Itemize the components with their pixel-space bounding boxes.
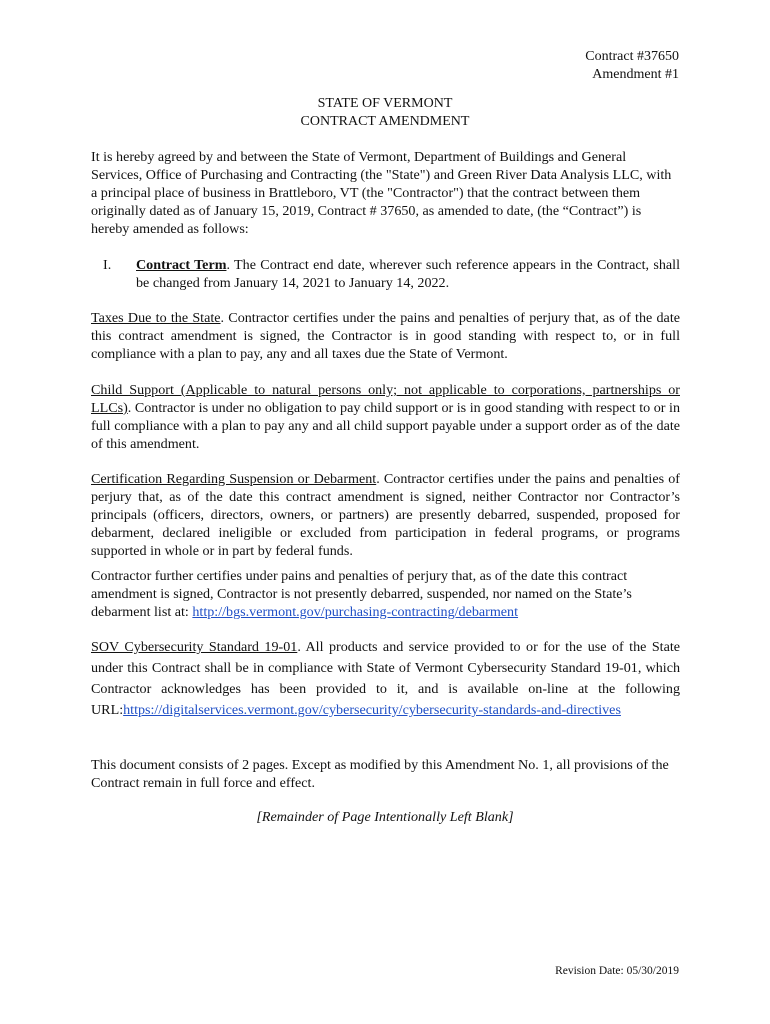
contract-number: Contract #37650 [585,49,679,64]
contract-term-body: . The Contract end date, wherever such reference appears in the Contract, shall be changed from January 14, 2021 to January 14, 2022. [136,257,680,291]
child-support-paragraph [91,381,680,453]
contract-header [585,48,679,84]
cybersecurity-paragraph [91,637,680,721]
cybersecurity-standards-link[interactable]: https://digitalservices.vermont.gov/cybersecurity/cybersecurity-standards-and-directives [123,702,621,718]
intro-paragraph: It is hereby agreed by and between the State of Vermont, Department of Buildings and General Services, Office of Purchasing and Contracting (the "State") and Green River Data Analysis LLC, with a principal place of business in Brattleboro, VT (the "Contractor") that the contract between them originally dated as of January 15, 2019, Contract # 37650, as amended to date, (the “Contract”) is hereby amended as follows: [91,149,672,237]
further-certification-paragraph [91,567,680,621]
title-line-1: STATE OF VERMONT [317,96,453,111]
revision-date: Revision Date: 05/30/2019 [555,965,679,977]
taxes-body: . Contractor certifies under the pains and penalties of perjury that, as of the date this contract amendment is signed, the Contractor is in good standing with respect to, or in full compliance with a plan to pay, any and all taxes due the State of Vermont. [91,310,680,362]
item-numeral: I. [103,257,112,273]
item-contract-term [91,256,680,292]
certification-heading: Certification Regarding Suspension or Debarment [91,471,377,487]
document-title [0,95,770,131]
further-body: Contractor further certifies under pains and penalties of perjury that, as of the date this contract amendment is signed, Contractor is not presently debarred, suspended, nor named on the State’s debarment list at: [91,568,632,620]
item-text [136,256,680,292]
child-support-body: . Contractor is under no obligation to pay child support or is in good standing with respect to or in full compliance with a plan to pay any and all child support payable under a support order as of the date of this amendment. [91,400,680,452]
taxes-paragraph [91,309,680,363]
cybersecurity-heading: SOV Cybersecurity Standard 19-01 [91,639,298,655]
cybersecurity-body: . All products and service provided to or for the use of the State under this Contract shall be in compliance with State of Vermont Cybersecurity Standard 19-01, which Contractor acknowledges has been provided to it, and is available on-line at the following URL: [91,639,681,718]
amendment-number: Amendment #1 [592,67,679,82]
certification-paragraph [91,470,680,560]
taxes-heading: Taxes Due to the State [91,310,221,326]
remainder-blank-note: [Remainder of Page Intentionally Left Blank] [256,809,514,825]
certification-body: . Contractor certifies under the pains and penalties of perjury that, as of the date this contract amendment is signed, neither Contractor nor Contractor’s principals (officers, directors, owners, or partners) are presently debarred, suspended, proposed for debarment, declared ineligible or excluded from participation in federal programs, or programs supported in whole or in part by federal funds. [91,471,681,559]
closing-paragraph: This document consists of 2 pages. Except as modified by this Amendment No. 1, all provisions of the Contract remain in full force and effect. [91,757,669,791]
child-support-heading: Child Support (Applicable to natural persons only; not applicable to corporations, partnerships or LLCs) [91,382,680,416]
title-line-2: CONTRACT AMENDMENT [300,114,470,129]
debarment-link[interactable]: http://bgs.vermont.gov/purchasing-contracting/debarment [192,604,519,620]
contract-term-heading: Contract Term [136,257,227,273]
